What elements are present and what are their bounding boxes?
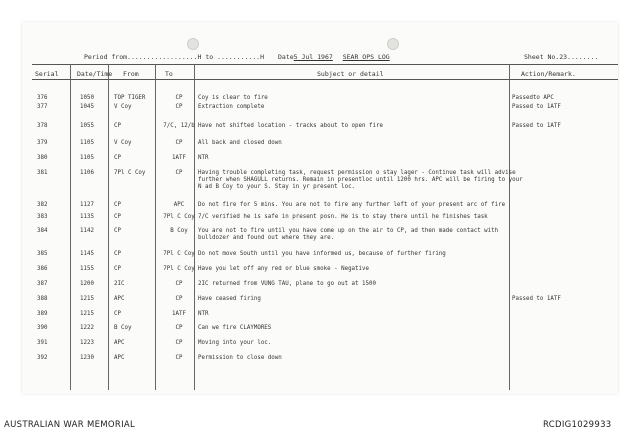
time-cell: 1215 bbox=[80, 296, 94, 302]
subject-cell: Permission to close down bbox=[198, 355, 282, 361]
to-cell: CP bbox=[175, 170, 183, 176]
time-cell: 1105 bbox=[80, 140, 94, 146]
date-value: 5 Jul 1967 bbox=[293, 53, 333, 61]
record-id: RCDIG1029933 bbox=[543, 420, 612, 430]
subject-cell: You are not to fire until you have come up on the air to CP, ad then made contact with bulldozer and found out where they are. bbox=[198, 228, 502, 241]
time-cell: 1215 bbox=[80, 311, 94, 317]
serial-cell: 387 bbox=[37, 281, 48, 287]
punch-hole bbox=[187, 38, 199, 50]
subject-cell: NTR bbox=[198, 311, 209, 317]
from-cell: APC bbox=[114, 296, 125, 302]
to-cell: CP bbox=[175, 340, 183, 346]
log-sheet bbox=[22, 22, 618, 394]
subject-cell: Having trouble completing task, request permission o stay lager - Continue task will advise further when SHAGULL returns. Remain in presentloc until 1200 hrs. APC will be firing to your N ad B Coy to your S. Stay in yr present loc. bbox=[198, 170, 527, 190]
from-cell: TOP TIGER bbox=[114, 95, 146, 101]
time-cell: 1145 bbox=[80, 251, 94, 257]
to-cell: APC bbox=[173, 202, 185, 208]
serial-cell: 392 bbox=[37, 355, 48, 361]
time-cell: 1045 bbox=[80, 104, 94, 110]
serial-cell: 380 bbox=[37, 155, 48, 161]
from-cell: CP bbox=[114, 228, 121, 234]
serial-cell: 384 bbox=[37, 228, 48, 234]
from-cell: CP bbox=[114, 155, 121, 161]
to-cell: CP bbox=[175, 281, 183, 287]
period-field: Period from..................H to ...........H bbox=[84, 53, 265, 61]
time-cell: 1105 bbox=[80, 155, 94, 161]
serial-cell: 382 bbox=[37, 202, 48, 208]
action-cell: Passedto APC bbox=[512, 95, 554, 101]
subject-cell: Have you let off any red or blue smoke - Negative bbox=[198, 266, 370, 272]
to-cell: 7Pl C Coy bbox=[163, 251, 195, 257]
punch-hole bbox=[387, 38, 399, 50]
from-cell: V Coy bbox=[114, 140, 132, 146]
col-header-datetime: Date/Time bbox=[77, 70, 113, 78]
time-cell: 1106 bbox=[80, 170, 94, 176]
sheet-number: Sheet No.23........ bbox=[524, 53, 599, 61]
to-cell: CP bbox=[175, 355, 183, 361]
action-cell: Passed to 1ATF bbox=[512, 104, 561, 110]
time-cell: 1050 bbox=[80, 95, 94, 101]
header-rule-top bbox=[32, 64, 618, 65]
serial-cell: 390 bbox=[37, 325, 48, 331]
serial-cell: 378 bbox=[37, 123, 48, 129]
date-label: Date bbox=[278, 53, 294, 61]
time-cell: 1200 bbox=[80, 281, 94, 287]
col-header-serial: Serial bbox=[35, 70, 59, 78]
archive-credit: AUSTRALIAN WAR MEMORIAL bbox=[4, 420, 136, 430]
header-rule-bottom bbox=[32, 79, 618, 80]
col-header-to: To bbox=[165, 70, 173, 78]
from-cell: CP bbox=[114, 266, 121, 272]
subject-cell: Have not shifted location - tracks about to open fire bbox=[198, 123, 383, 129]
to-cell: B Coy bbox=[170, 228, 188, 234]
serial-cell: 386 bbox=[37, 266, 48, 272]
subject-cell: Can we fire CLAYMORES bbox=[198, 325, 272, 331]
col-header-action: Action/Remark. bbox=[521, 70, 576, 78]
from-cell: 2IC bbox=[114, 281, 125, 287]
serial-cell: 381 bbox=[37, 170, 48, 176]
from-cell: APC bbox=[114, 355, 125, 361]
from-cell: CP bbox=[114, 123, 121, 129]
column-divider bbox=[108, 64, 109, 390]
to-cell: CP bbox=[175, 325, 183, 331]
col-header-from: From bbox=[123, 70, 139, 78]
subject-cell: Do not move South until you have informed us, because of further firing bbox=[198, 251, 446, 257]
serial-cell: 383 bbox=[37, 214, 48, 220]
subject-cell: Coy is clear to fire bbox=[198, 95, 268, 101]
subject-cell: Do not fire for 5 mins. You are not to fire any further left of your present arc of fire bbox=[198, 202, 506, 208]
subject-cell: Extraction complete bbox=[198, 104, 265, 110]
time-cell: 1135 bbox=[80, 214, 94, 220]
time-cell: 1223 bbox=[80, 340, 94, 346]
time-cell: 1127 bbox=[80, 202, 94, 208]
time-cell: 1155 bbox=[80, 266, 94, 272]
serial-cell: 377 bbox=[37, 104, 48, 110]
serial-cell: 389 bbox=[37, 311, 48, 317]
serial-cell: 388 bbox=[37, 296, 48, 302]
serial-cell: 391 bbox=[37, 340, 48, 346]
subject-cell: All back and closed down bbox=[198, 140, 282, 146]
from-cell: CP bbox=[114, 251, 121, 257]
time-cell: 1222 bbox=[80, 325, 94, 331]
from-cell: B Coy bbox=[114, 325, 132, 331]
to-cell: CP bbox=[175, 140, 183, 146]
from-cell: 7Pl C Coy bbox=[114, 170, 146, 176]
from-cell: CP bbox=[114, 311, 121, 317]
from-cell: CP bbox=[114, 214, 121, 220]
col-header-subject: Subject or detail bbox=[317, 70, 384, 78]
to-cell: 7Pl C Coy bbox=[163, 266, 195, 272]
column-divider bbox=[70, 64, 71, 390]
action-cell: Passed to 1ATF bbox=[512, 296, 561, 302]
serial-cell: 376 bbox=[37, 95, 48, 101]
subject-cell: Have ceased firing bbox=[198, 296, 261, 302]
subject-cell: 2IC returned from VUNG TAU, plane to go out at 1500 bbox=[198, 281, 376, 287]
subject-cell: NTR bbox=[198, 155, 209, 161]
to-cell: 7Pl C Coy bbox=[163, 214, 195, 220]
from-cell: V Coy bbox=[114, 104, 132, 110]
subject-cell: 7/C verified he is safe in present posn. He is to stay there until he finishes task bbox=[198, 214, 488, 220]
unit-name: SEAR OPS LOG bbox=[342, 53, 390, 61]
time-cell: 1230 bbox=[80, 355, 94, 361]
time-cell: 1142 bbox=[80, 228, 94, 234]
to-cell: CP bbox=[175, 95, 183, 101]
action-cell: Passed to 1ATF bbox=[512, 123, 561, 129]
to-cell: 1ATF bbox=[172, 155, 186, 161]
serial-cell: 385 bbox=[37, 251, 48, 257]
to-cell: 1ATF bbox=[172, 311, 186, 317]
to-cell: CP bbox=[175, 296, 183, 302]
subject-cell: Moving into your loc. bbox=[198, 340, 272, 346]
date-field bbox=[278, 53, 390, 61]
time-cell: 1055 bbox=[80, 123, 94, 129]
to-cell: 7/C, 12/b bbox=[163, 123, 195, 129]
from-cell: CP bbox=[114, 202, 121, 208]
column-divider bbox=[155, 64, 156, 390]
to-cell: CP bbox=[175, 104, 183, 110]
serial-cell: 379 bbox=[37, 140, 48, 146]
from-cell: APC bbox=[114, 340, 125, 346]
